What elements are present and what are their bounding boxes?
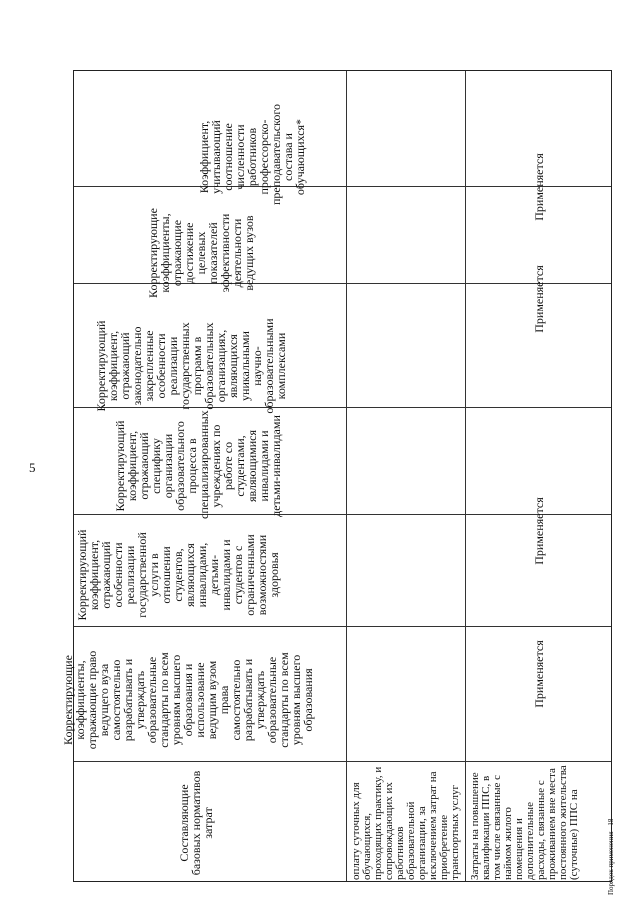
- row-divider-1: [346, 71, 347, 881]
- row-2-value-targets: Применяется: [532, 153, 546, 221]
- header-coefficient-standards: Корректирующие коэффициенты, отражающие право ведущего вуза самостоятельно разрабатывать и утверждать образовательные стандарты по всем уровням высшего образования и использование ведущим вузом права самостоятельно разрабатывать и утверждать образовательные стандарты по всем уровням высшего образования: [61, 650, 315, 750]
- column-divider-1: [74, 186, 611, 187]
- coefficients-table: [61, 70, 612, 882]
- row-2-label: Затраты на повышение квалификации ППС, в том числе связанные с наймом жилого помещения и дополнительные расходы, связанные с проживанием вне места постоянного жительства (суточные) ППС на: [469, 765, 580, 880]
- row-2-value-unique-complexes: Применяется: [532, 265, 546, 333]
- header-coefficient-disabled-students: Корректирующий коэффициент, отражающий особенности реализации государственной услуги в отношении студентов, являющихся инвалидами, детьми- инвалидами и студентов с ограниченными возможностями здоровья: [75, 529, 281, 621]
- header-coefficient-targets: Корректирующие коэффициенты, отражающие достижение целевых показателей эффективности деятельности ведущих вузов: [146, 208, 256, 298]
- header-costs: Коэффициент, учитывающий соотношение численности работников профессорско- преподавательского состава и обучающихся*: [197, 104, 307, 205]
- row-1-label: оплату суточных для обучающихся, проходящих практику, и сопровождающих их работников образовательной организации, за исключением затрат на приобретение транспортных услуг: [350, 766, 461, 880]
- row-divider-2: [465, 71, 466, 881]
- header-base-cost-components: Составляющие базовых нормативов затрат: [177, 770, 215, 876]
- page-number: 5: [29, 460, 36, 475]
- header-coefficient-specialized-institutions: Корректирующий коэффициент, отражающий специфику организации образовательного процесса в специализированных учреждениях по работе со студентами, являющимися инвалидами и детьми-инвалидами: [113, 410, 283, 519]
- header-coefficient-unique-complexes: Корректирующий коэффициент, отражающий законодательно закрепленные особенности реализации государственных программ в образовательных организациях, являющихся уникальными научно- образовательными комплексами: [94, 318, 288, 414]
- row-2-value-standards: Применяется: [532, 640, 546, 708]
- footer-note: Порядок применения - 18: [607, 818, 615, 895]
- row-2-value-disabled-students: Применяется: [532, 497, 546, 565]
